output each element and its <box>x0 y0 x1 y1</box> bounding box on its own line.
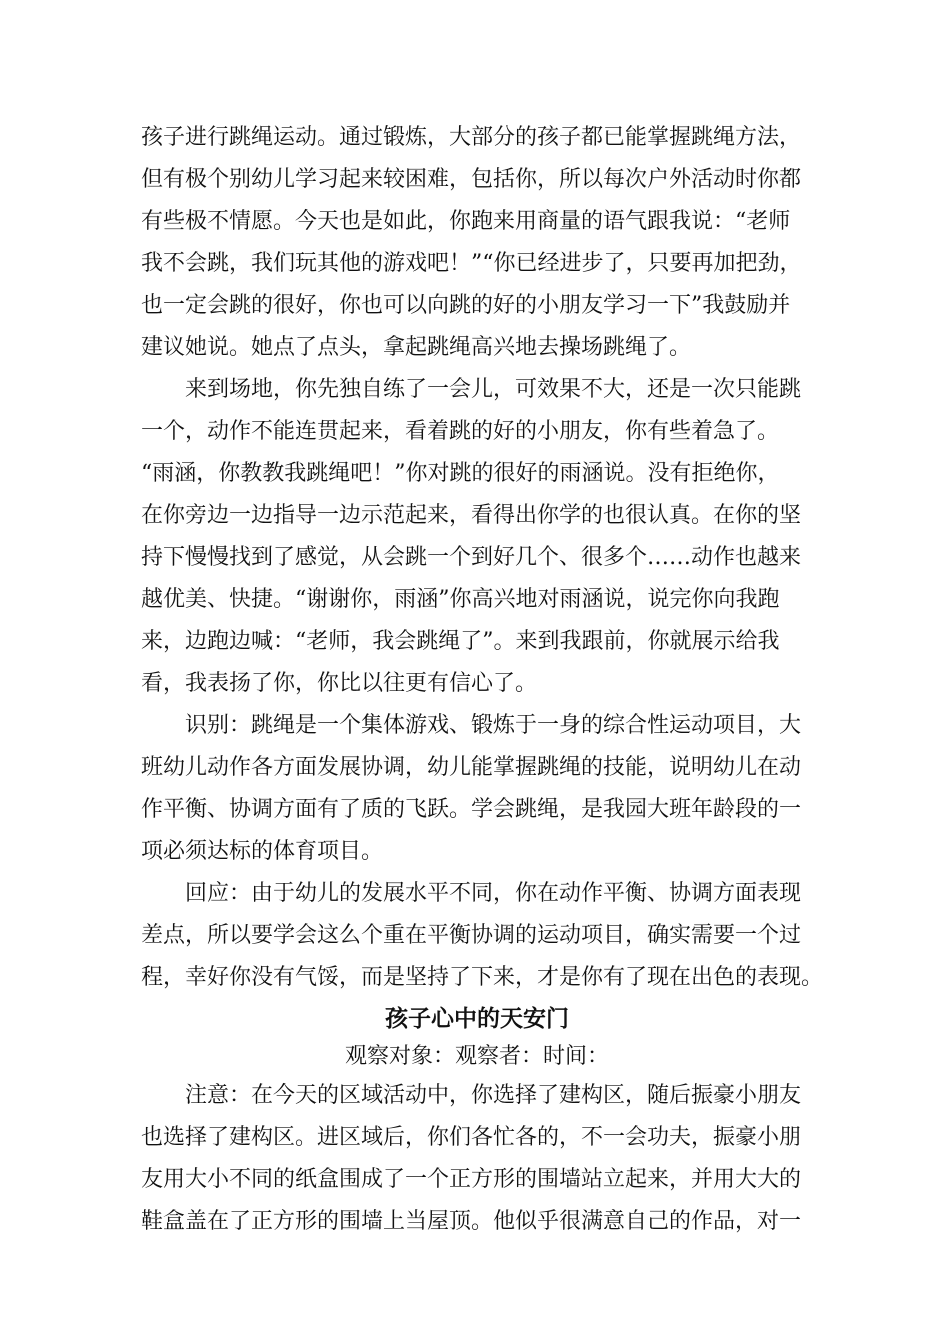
text-line: 鞋盒盖在了正方形的围墙上当屋顶。他似乎很满意自己的作品，对一 <box>141 1209 802 1234</box>
text-line: 注意：在今天的区域活动中，你选择了建构区，随后振豪小朋友 <box>185 1083 802 1108</box>
text-line: 一个，动作不能连贯起来，看着跳的好的小朋友，你有些着急了。 <box>141 419 780 444</box>
section-meta: 观察对象：观察者：时间： <box>344 1044 609 1069</box>
text-line: 来，边跑边喊：“老师，我会跳绳了”。来到我跟前，你就展示给我 <box>141 629 780 654</box>
paragraph-response <box>141 873 824 999</box>
text-line: 也选择了建构区。进区域后，你们各忙各的，不一会功夫，振豪小朋 <box>141 1125 802 1150</box>
text-line: 也一定会跳的很好，你也可以向跳的好的小朋友学习一下”我鼓励并 <box>141 293 791 318</box>
text-line: 我不会跳，我们玩其他的游戏吧！”“你已经进步了，只要再加把劲， <box>141 251 802 276</box>
section-title: 孩子心中的天安门 <box>385 1005 569 1032</box>
paragraph-practice <box>141 369 813 705</box>
text-line: 持下慢慢找到了感觉，从会跳一个到好几个、很多个……动作也越来 <box>141 545 802 570</box>
text-line: 差点，所以要学会这么个重在平衡协调的运动项目，确实需要一个过 <box>141 923 802 948</box>
document-body <box>141 117 824 1243</box>
text-line: 有些极不情愿。今天也是如此，你跑来用商量的语气跟我说：“老师 <box>141 209 791 234</box>
text-line: 在你旁边一边指导一边示范起来，看得出你学的也很认真。在你的坚 <box>141 503 802 528</box>
paragraph-attention <box>141 1075 813 1243</box>
text-line: 但有极个别幼儿学习起来较困难，包括你，所以每次户外活动时你都 <box>141 167 802 192</box>
paragraph-story-opening <box>141 117 813 369</box>
text-line: 识别：跳绳是一个集体游戏、锻炼于一身的综合性运动项目，大 <box>185 713 802 738</box>
text-line: 孩子进行跳绳运动。通过锻炼，大部分的孩子都已能掌握跳绳方法， <box>141 125 802 150</box>
paragraph-identification <box>141 705 813 873</box>
text-line: 程，幸好你没有气馁，而是坚持了下来，才是你有了现在出色的表现。 <box>141 965 824 990</box>
text-line: 建议她说。她点了点头，拿起跳绳高兴地去操场跳绳了。 <box>141 335 692 360</box>
text-line: 来到场地，你先独自练了一会儿，可效果不大，还是一次只能跳 <box>185 377 802 402</box>
text-line: 回应：由于幼儿的发展水平不同，你在动作平衡、协调方面表现 <box>185 881 802 906</box>
text-line: 友用大小不同的纸盒围成了一个正方形的围墙站立起来，并用大大的 <box>141 1167 802 1192</box>
text-line: 看，我表扬了你，你比以往更有信心了。 <box>141 671 538 696</box>
text-line: 项必须达标的体育项目。 <box>141 839 384 864</box>
text-line: 越优美、快捷。“谢谢你，雨涵”你高兴地对雨涵说，说完你向我跑 <box>141 587 780 612</box>
text-line: 班幼儿动作各方面发展协调，幼儿能掌握跳绳的技能，说明幼儿在动 <box>141 755 802 780</box>
text-line: 作平衡、协调方面有了质的飞跃。学会跳绳，是我园大班年龄段的一 <box>141 797 802 822</box>
text-line: “雨涵，你教教我跳绳吧！”你对跳的很好的雨涵说。没有拒绝你， <box>141 461 780 486</box>
